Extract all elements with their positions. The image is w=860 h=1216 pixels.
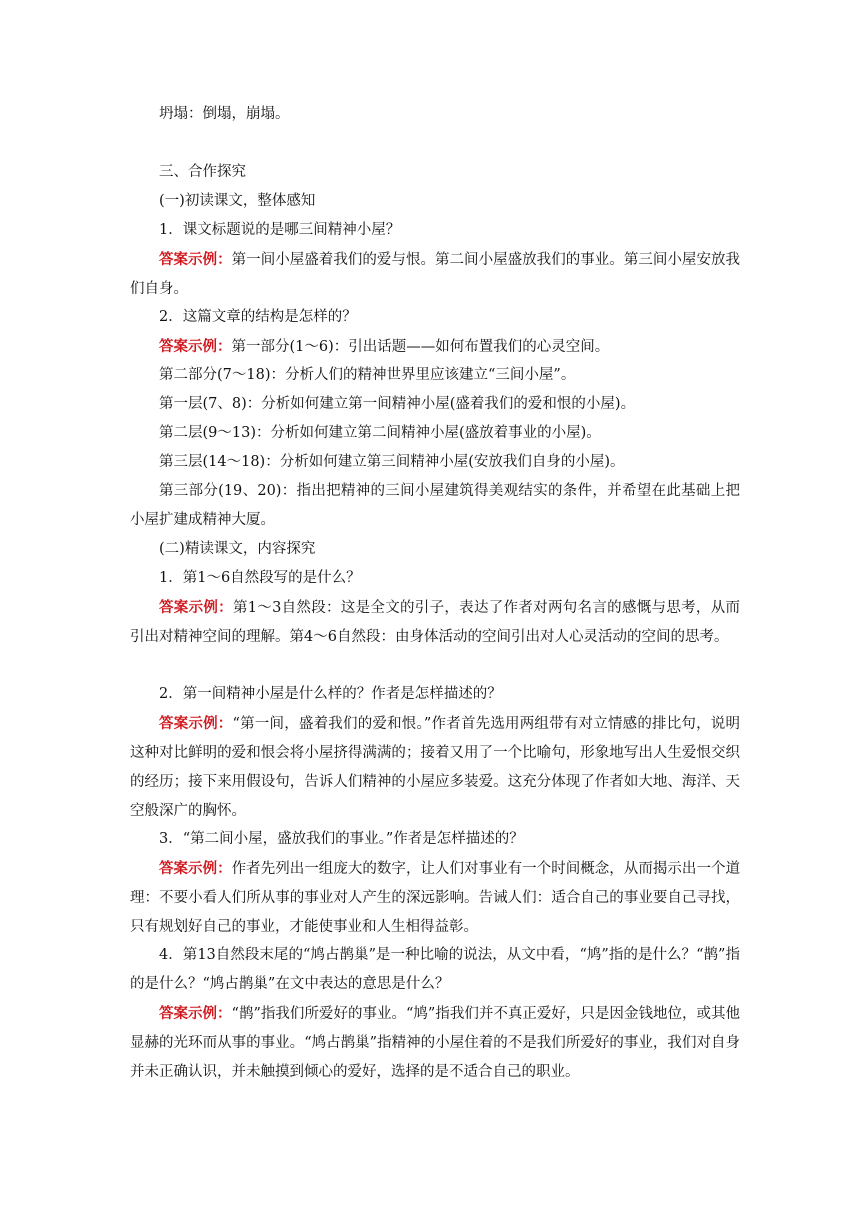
answer-line: 第三部分(19、20)：指出把精神的三间小屋建筑得美观结实的条件，并希望在此基础上把小屋扩建成精神大厦。 <box>130 483 740 528</box>
subsection-heading: (二)精读课文，内容探究 <box>159 541 316 557</box>
answer-label: 答案示例： <box>159 860 232 877</box>
answer-line: 第三层(14～18)：分析如何建立第三间精神小屋(安放我们自身的小屋)。 <box>159 454 625 470</box>
answer: 答案示例：第一间小屋盛着我们的爱与恨。第二间小屋盛放我们的事业。第三间小屋安放我们自身。 <box>130 251 741 297</box>
vocab-note: 坍塌：倒塌，崩塌。 <box>159 106 290 122</box>
answer-label: 答案示例： <box>159 599 233 616</box>
question: 3．“第二间小屋，盛放我们的事业。”作者是怎样描述的？ <box>159 831 524 847</box>
answer: 答案示例：第一部分(1～6)：引出话题——如何布置我们的心灵空间。 <box>159 338 610 355</box>
subsection-heading: (一)初读课文，整体感知 <box>159 193 316 209</box>
answer: 答案示例：“鹊”指我们所爱好的事业。“鸠”指我们并不真正爱好，只是因金钱地位，或其他显赫的光环而从事的事业。“鸠占鹊巢”指精神的小屋住着的不是我们所爱好的事业，我们对自身并未正确认识，并未触摸到倾心的爱好，选择的是不适合自己的职业。 <box>130 1005 740 1080</box>
answer-label: 答案示例： <box>159 1005 232 1022</box>
answer-label: 答案示例： <box>159 338 232 355</box>
question: 4．第13自然段末尾的“鸠占鹊巢”是一种比喻的说法，从文中看，“鸠”指的是什么？“鹊”指的是什么？“鸠占鹊巢”在文中表达的意思是什么？ <box>130 947 740 992</box>
answer-line: 第二层(9～13)：分析如何建立第二间精神小屋(盛放着事业的小屋)。 <box>159 425 601 441</box>
section-heading: 三、合作探究 <box>159 164 246 180</box>
answer-line: 第一层(7、8)：分析如何建立第一间精神小屋(盛着我们的爱和恨的小屋)。 <box>159 396 636 412</box>
question: 2．这篇文章的结构是怎样的？ <box>159 309 357 325</box>
answer: 答案示例：第1～3自然段：这是全文的引子，表达了作者对两句名言的感慨与思考，从而引出对精神空间的理解。第4～6自然段：由身体活动的空间引出对人心灵活动的空间的思考。 <box>130 599 740 645</box>
answer-label: 答案示例： <box>159 715 233 732</box>
question: 1．课文标题说的是哪三间精神小屋？ <box>159 222 401 238</box>
question: 2．第一间精神小屋是什么样的？作者是怎样描述的？ <box>159 686 502 702</box>
answer-line: 第二部分(7～18)：分析人们的精神世界里应该建立“三间小屋”。 <box>159 367 576 383</box>
answer: 答案示例：作者先列出一组庞大的数字，让人们对事业有一个时间概念，从而揭示出一个道理：不要小看人们所从事的事业对人产生的深远影响。告诫人们：适合自己的事业要自己寻找，只有规划好自己的事业，才能使事业和人生相得益彰。 <box>130 860 741 935</box>
question: 1．第1～6自然段写的是什么？ <box>159 570 361 586</box>
answer-label: 答案示例： <box>159 251 232 268</box>
answer: 答案示例：“第一间，盛着我们的爱和恨。”作者首先选用两组带有对立情感的排比句，说明这种对比鲜明的爱和恨会将小屋挤得满满的；接着又用了一个比喻句，形象地写出人生爱恨交织的经历；接下来用假设句，告诉人们精神的小屋应多装爱。这充分体现了作者如大地、海洋、天空般深广的胸怀。 <box>130 715 741 819</box>
